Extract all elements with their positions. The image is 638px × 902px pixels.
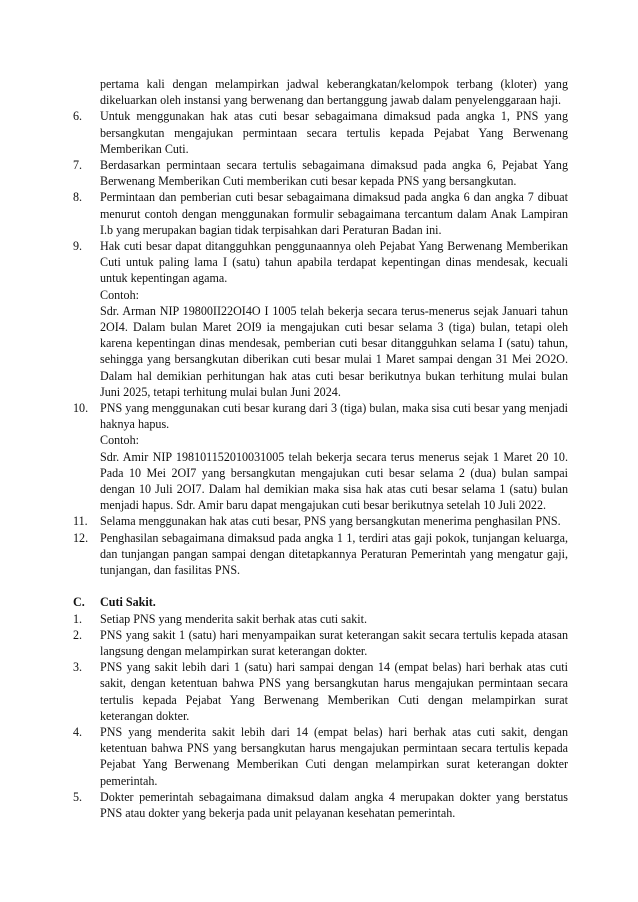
item-number: 8. <box>73 190 83 205</box>
item-number: 7. <box>73 158 83 173</box>
list-item-c1 <box>73 611 568 627</box>
item-number: 5. <box>73 789 83 804</box>
item-number: 12. <box>73 530 89 545</box>
list-item-b7 <box>73 157 568 189</box>
item-text: Permintaan dan pemberian cuti besar sebagaimana dimaksud pada angka 6 dan angka 7 dibuat menurut contoh dengan menggunakan formulir sebagaimana tercantum dalam Anak Lampiran I.b yang merupakan bagian tidak terpisahkan dari Peraturan Badan ini. <box>100 190 568 237</box>
item-number: 11. <box>73 514 88 529</box>
item-text: Dokter pemerintah sebagaimana dimaksud dalam angka 4 merupakan dokter yang berstatus PNS atau dokter yang bekerja pada unit pelayanan kesehatan pemerintah. <box>100 789 568 820</box>
list-item-b8 <box>73 189 568 238</box>
item-text: Untuk menggunakan hak atas cuti besar sebagaimana dimaksud pada angka 1, PNS yang bersangkutan mengajukan permintaan secara tertulis kepada Pejabat Yang Berwenang Memberikan Cuti. <box>100 109 568 156</box>
item-text: Penghasilan sebagaimana dimaksud pada angka 1 1, terdiri atas gaji pokok, tunjangan keluarga, dan tunjangan pangan sampai dengan ditetapkannya Peraturan Pemerintah yang mengatur gaji, tunjangan, dan fasilitas PNS. <box>100 530 568 578</box>
item-text: Setiap PNS yang menderita sakit berhak atas cuti sakit. <box>100 611 368 626</box>
list-item-c4 <box>73 724 568 789</box>
item-number: 10. <box>73 401 89 416</box>
list-item-b6 <box>73 108 568 157</box>
document-content <box>73 76 568 821</box>
list-item-b10 <box>73 400 568 513</box>
item-number: 2. <box>73 627 83 642</box>
example-label: Contoh: <box>100 287 139 302</box>
item-text: Berdasarkan permintaan secara tertulis sebagaimana dimaksud pada angka 6, Pejabat Yang Berwenang Memberikan Cuti memberikan cuti besar kepada PNS yang bersangkutan. <box>100 158 568 189</box>
list-item-c3 <box>73 659 568 724</box>
list-item-c5 <box>73 789 568 821</box>
list-item-b11 <box>73 513 568 529</box>
example-label: Contoh: <box>100 433 139 448</box>
item-number: 9. <box>73 239 83 254</box>
item-number: 6. <box>73 109 83 124</box>
item-text: Hak cuti besar dapat ditangguhkan penggunaannya oleh Pejabat Yang Berwenang Memberikan Cuti untuk paling lama I (satu) tahun apabila terdapat kepentingan dinas mendesak, kecuali untuk kepentingan agama. <box>100 239 568 286</box>
continuation-text: pertama kali dengan melampirkan jadwal keberangkatan/kelompok terbang (kloter) yang dikeluarkan oleh instansi yang berwenang dan bertanggung jawab dalam penyelenggaraan haji. <box>100 77 568 108</box>
list-item-b9 <box>73 238 568 400</box>
item-text: PNS yang menggunakan cuti besar kurang dari 3 (tiga) bulan, maka sisa cuti besar yang menjadi haknya hapus. <box>100 401 568 432</box>
item-number: 1. <box>73 611 83 626</box>
list-item-c2 <box>73 627 568 659</box>
example-text: Sdr. Arman NIP 19800II22OI4O I 1005 telah bekerja secara terus-menerus sejak Januari tahun 2OI4. Dalam bulan Maret 2OI9 ia mengajukan cuti besar selama 3 (tiga) bulan, tetapi oleh karena kepentingan dinas mendesak, pemberian cuti besar ditangguhkan selama I (satu) tahun, sehingga yang bersangkutan diberikan cuti besar mulai 1 Maret sampai dengan 31 Mei 2O2O. Dalam hal demikian perhitungan hak atas cuti besar berikutnya bukan terhitung mulai bulan Juni 2025, tetapi terhitung mulai bulan Juni 2024. <box>100 303 568 399</box>
item-number: 3. <box>73 660 83 675</box>
list-item-b12 <box>73 530 568 579</box>
item-number: 4. <box>73 724 83 739</box>
item-text: Selama menggunakan hak atas cuti besar, PNS yang bersangkutan menerima penghasilan PNS. <box>100 514 561 529</box>
example-text: Sdr. Amir NIP 198101152010031005 telah bekerja secara terus menerus sejak 1 Maret 20 10. Pada 10 Mei 2OI7 yang bersangkutan mengajukan cuti besar selama 2 (dua) bulan sampai dengan 10 Juli 2OI7. Dalam hal demikian maka sisa hak atas cuti besar selama 1 (satu) bulan menjadi hapus. Sdr. Amir baru dapat mengajukan cuti besar berikutnya setelah 10 Juli 2022. <box>100 449 568 513</box>
section-title: Cuti Sakit. <box>100 595 156 610</box>
section-heading-c <box>73 594 568 610</box>
continuation-paragraph <box>73 76 568 108</box>
item-text: PNS yang sakit lebih dari 1 (satu) hari sampai dengan 14 (empat belas) hari berhak atas cuti sakit, dengan ketentuan bahwa PNS yang bersangkutan harus mengajukan permintaan secara tertulis kepada Pejabat Yang Berwenang Memberikan Cuti dengan melampirkan surat keterangan dokter. <box>100 660 568 723</box>
section-letter: C. <box>73 595 85 610</box>
item-text: PNS yang menderita sakit lebih dari 14 (empat belas) hari berhak atas cuti sakit, dengan ketentuan bahwa PNS yang bersangkutan harus mengajukan permintaan secara tertulis kepada Pejabat Yang Berwenang Memberikan Cuti dengan melampirkan surat keterangan dokter pemerintah. <box>100 724 568 788</box>
item-text: PNS yang sakit 1 (satu) hari menyampaikan surat keterangan sakit secara tertulis kepada atasan langsung dengan melampirkan surat keterangan dokter. <box>100 627 568 658</box>
